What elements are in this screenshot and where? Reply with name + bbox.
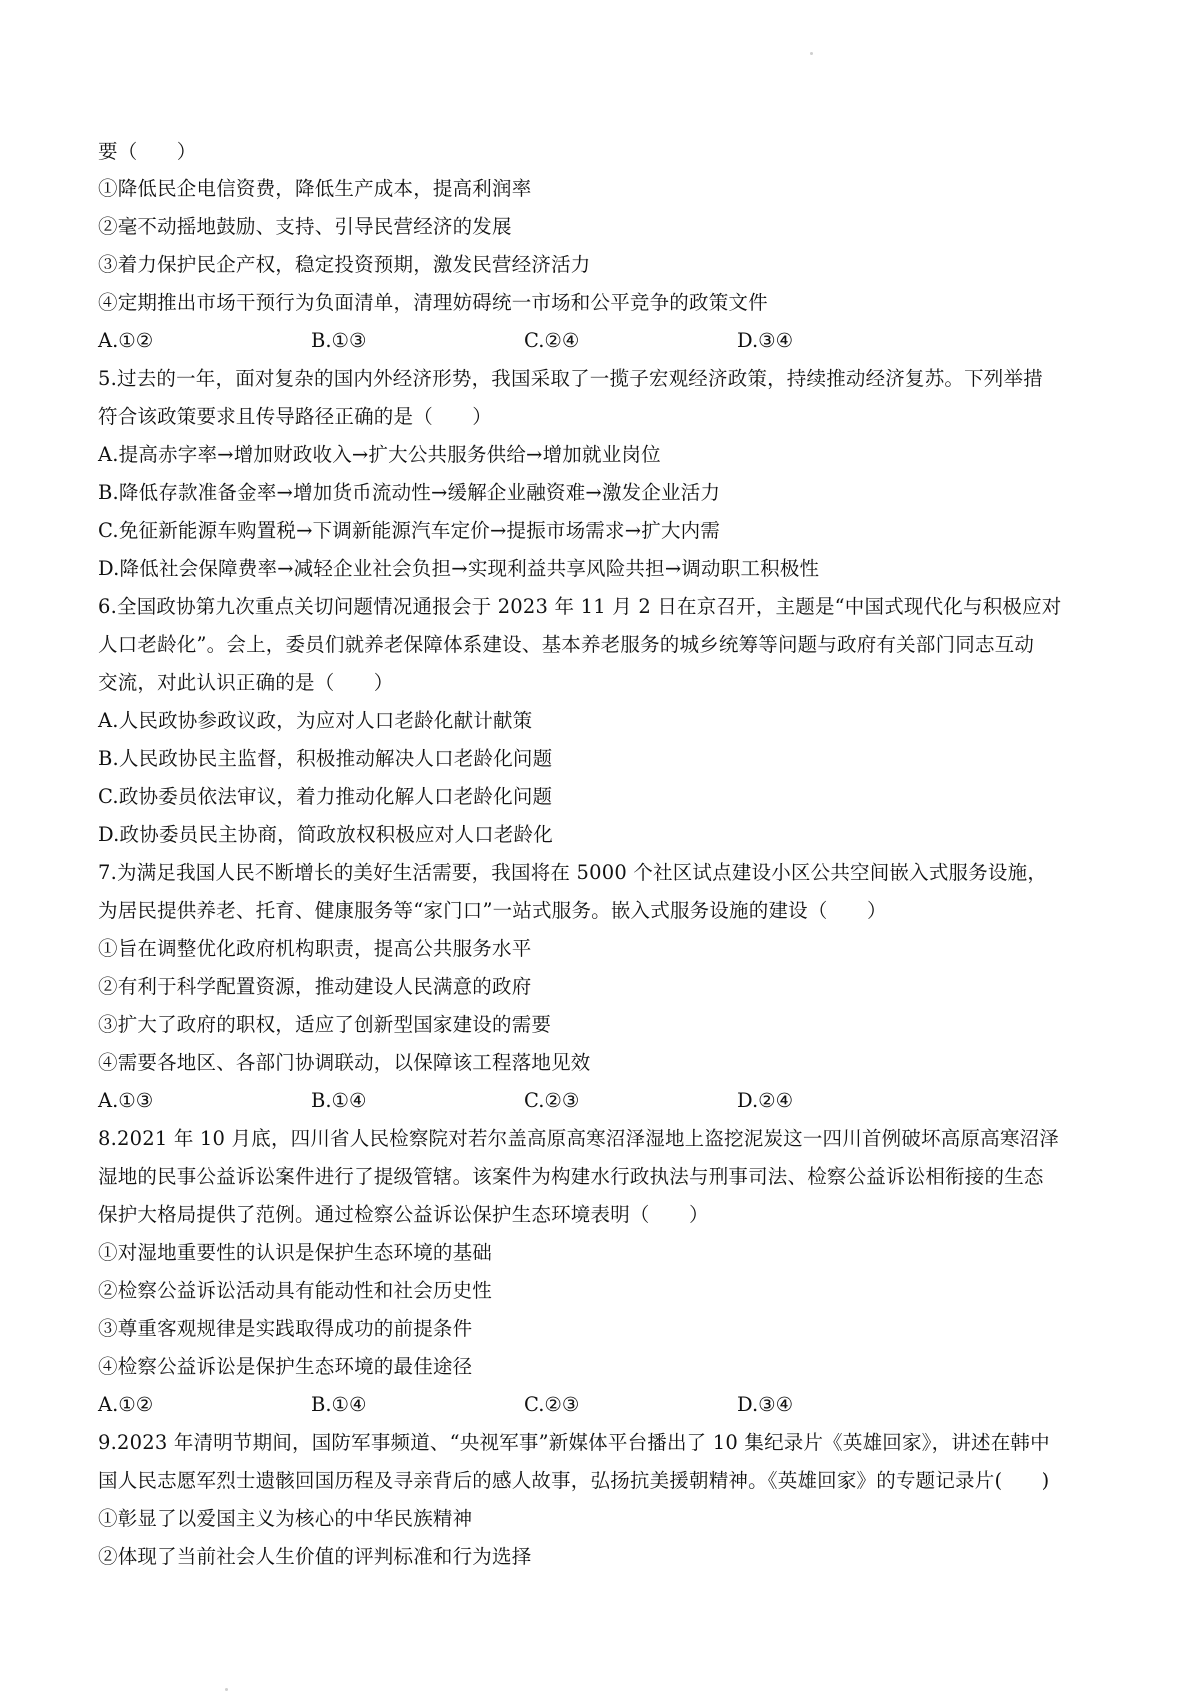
q4-option-c[interactable]: C.②④: [524, 329, 580, 352]
q4-statement-2: ②毫不动摇地鼓励、支持、引导民营经济的发展: [98, 215, 512, 238]
q8-option-b[interactable]: B.①④: [311, 1393, 367, 1416]
q7-option-d[interactable]: D.②④: [737, 1089, 794, 1112]
q7-statement-1: ①旨在调整优化政府机构职责，提高公共服务水平: [98, 937, 532, 960]
q7-statement-4: ④需要各地区、各部门协调联动，以保障该工程落地见效: [98, 1051, 591, 1074]
q7-statement-3: ③扩大了政府的职权，适应了创新型国家建设的需要: [98, 1013, 552, 1036]
q9-statement-2: ②体现了当前社会人生价值的评判标准和行为选择: [98, 1545, 532, 1568]
q8-statement-2: ②检察公益诉讼活动具有能动性和社会历史性: [98, 1279, 493, 1302]
q9-statement-1: ①彰显了以爱国主义为核心的中华民族精神: [98, 1507, 473, 1530]
question-8-stem-line-1: 8.2021 年 10 月底，四川省人民检察院对若尔盖高原高寒沼泽湿地上盗挖泥炭这一四川首例破坏高原高寒沼泽: [98, 1127, 1059, 1150]
q8-option-d[interactable]: D.③④: [737, 1393, 794, 1416]
q4-statement-1: ①降低民企电信资费，降低生产成本，提高利润率: [98, 177, 532, 200]
q8-statement-1: ①对湿地重要性的认识是保护生态环境的基础: [98, 1241, 493, 1264]
q7-option-a[interactable]: A.①③: [98, 1089, 154, 1112]
q8-statement-3: ③尊重客观规律是实践取得成功的前提条件: [98, 1317, 473, 1340]
question-5-stem-line-1: 5.过去的一年，面对复杂的国内外经济形势，我国采取了一揽子宏观经济政策，持续推动经济复苏。下列举措: [98, 367, 1043, 390]
q6-option-a[interactable]: A.人民政协参政议政，为应对人口老龄化献计献策: [98, 709, 533, 732]
question-9-stem-line-2: 国人民志愿军烈士遗骸回国历程及寻亲背后的感人故事，弘扬抗美援朝精神。《英雄回家》的专题记录片( ): [98, 1469, 1050, 1492]
question-7-stem-line-2: 为居民提供养老、托育、健康服务等“家门口”一站式服务。嵌入式服务设施的建设（ ）: [98, 899, 887, 922]
q8-statement-4: ④检察公益诉讼是保护生态环境的最佳途径: [98, 1355, 473, 1378]
q5-option-d[interactable]: D.降低社会保障费率→减轻企业社会负担→实现利益共享风险共担→调动职工积极性: [98, 557, 820, 580]
q7-statement-2: ②有利于科学配置资源，推动建设人民满意的政府: [98, 975, 532, 998]
scan-speck: [810, 52, 813, 55]
question-8-stem-line-3: 保护大格局提供了范例。通过检察公益诉讼保护生态环境表明（ ）: [98, 1203, 709, 1226]
q6-option-d[interactable]: D.政协委员民主协商，简政放权积极应对人口老龄化: [98, 823, 553, 846]
q6-option-c[interactable]: C.政协委员依法审议，着力推动化解人口老龄化问题: [98, 785, 553, 808]
q5-option-b[interactable]: B.降低存款准备金率→增加货币流动性→缓解企业融资难→激发企业活力: [98, 481, 721, 504]
question-7-stem-line-1: 7.为满足我国人民不断增长的美好生活需要，我国将在 5000 个社区试点建设小区公共空间嵌入式服务设施，: [98, 861, 1048, 884]
q8-option-c[interactable]: C.②③: [524, 1393, 580, 1416]
q7-option-c[interactable]: C.②③: [524, 1089, 580, 1112]
question-8-stem-line-2: 湿地的民事公益诉讼案件进行了提级管辖。该案件为构建水行政执法与刑事司法、检察公益诉讼相衔接的生态: [98, 1165, 1044, 1188]
q8-option-a[interactable]: A.①②: [98, 1393, 154, 1416]
q4-option-d[interactable]: D.③④: [737, 329, 794, 352]
question-4-stem-tail: 要（ ）: [98, 140, 197, 163]
scan-speck: [225, 1688, 228, 1691]
q6-option-b[interactable]: B.人民政协民主监督，积极推动解决人口老龄化问题: [98, 747, 553, 770]
question-6-stem-line-1: 6.全国政协第九次重点关切问题情况通报会于 2023 年 11 月 2 日在京召开，主题是“中国式现代化与积极应对: [98, 595, 1062, 618]
q4-statement-3: ③着力保护民企产权，稳定投资预期，激发民营经济活力: [98, 253, 591, 276]
q4-statement-4: ④定期推出市场干预行为负面清单，清理妨碍统一市场和公平竞争的政策文件: [98, 291, 768, 314]
q5-option-a[interactable]: A.提高赤字率→增加财政收入→扩大公共服务供给→增加就业岗位: [98, 443, 661, 466]
q4-option-a[interactable]: A.①②: [98, 329, 154, 352]
question-5-stem-line-2: 符合该政策要求且传导路径正确的是（ ）: [98, 405, 493, 428]
question-6-stem-line-2: 人口老龄化”。会上，委员们就养老保障体系建设、基本养老服务的城乡统筹等问题与政府有关部门同志互动: [98, 633, 1035, 656]
q7-option-b[interactable]: B.①④: [311, 1089, 367, 1112]
question-9-stem-line-1: 9.2023 年清明节期间，国防军事频道、“央视军事”新媒体平台播出了 10 集纪录片《英雄回家》，讲述在韩中: [98, 1431, 1050, 1454]
question-6-stem-line-3: 交流，对此认识正确的是（ ）: [98, 671, 394, 694]
q4-option-b[interactable]: B.①③: [311, 329, 367, 352]
q5-option-c[interactable]: C.免征新能源车购置税→下调新能源汽车定价→提振市场需求→扩大内需: [98, 519, 721, 542]
